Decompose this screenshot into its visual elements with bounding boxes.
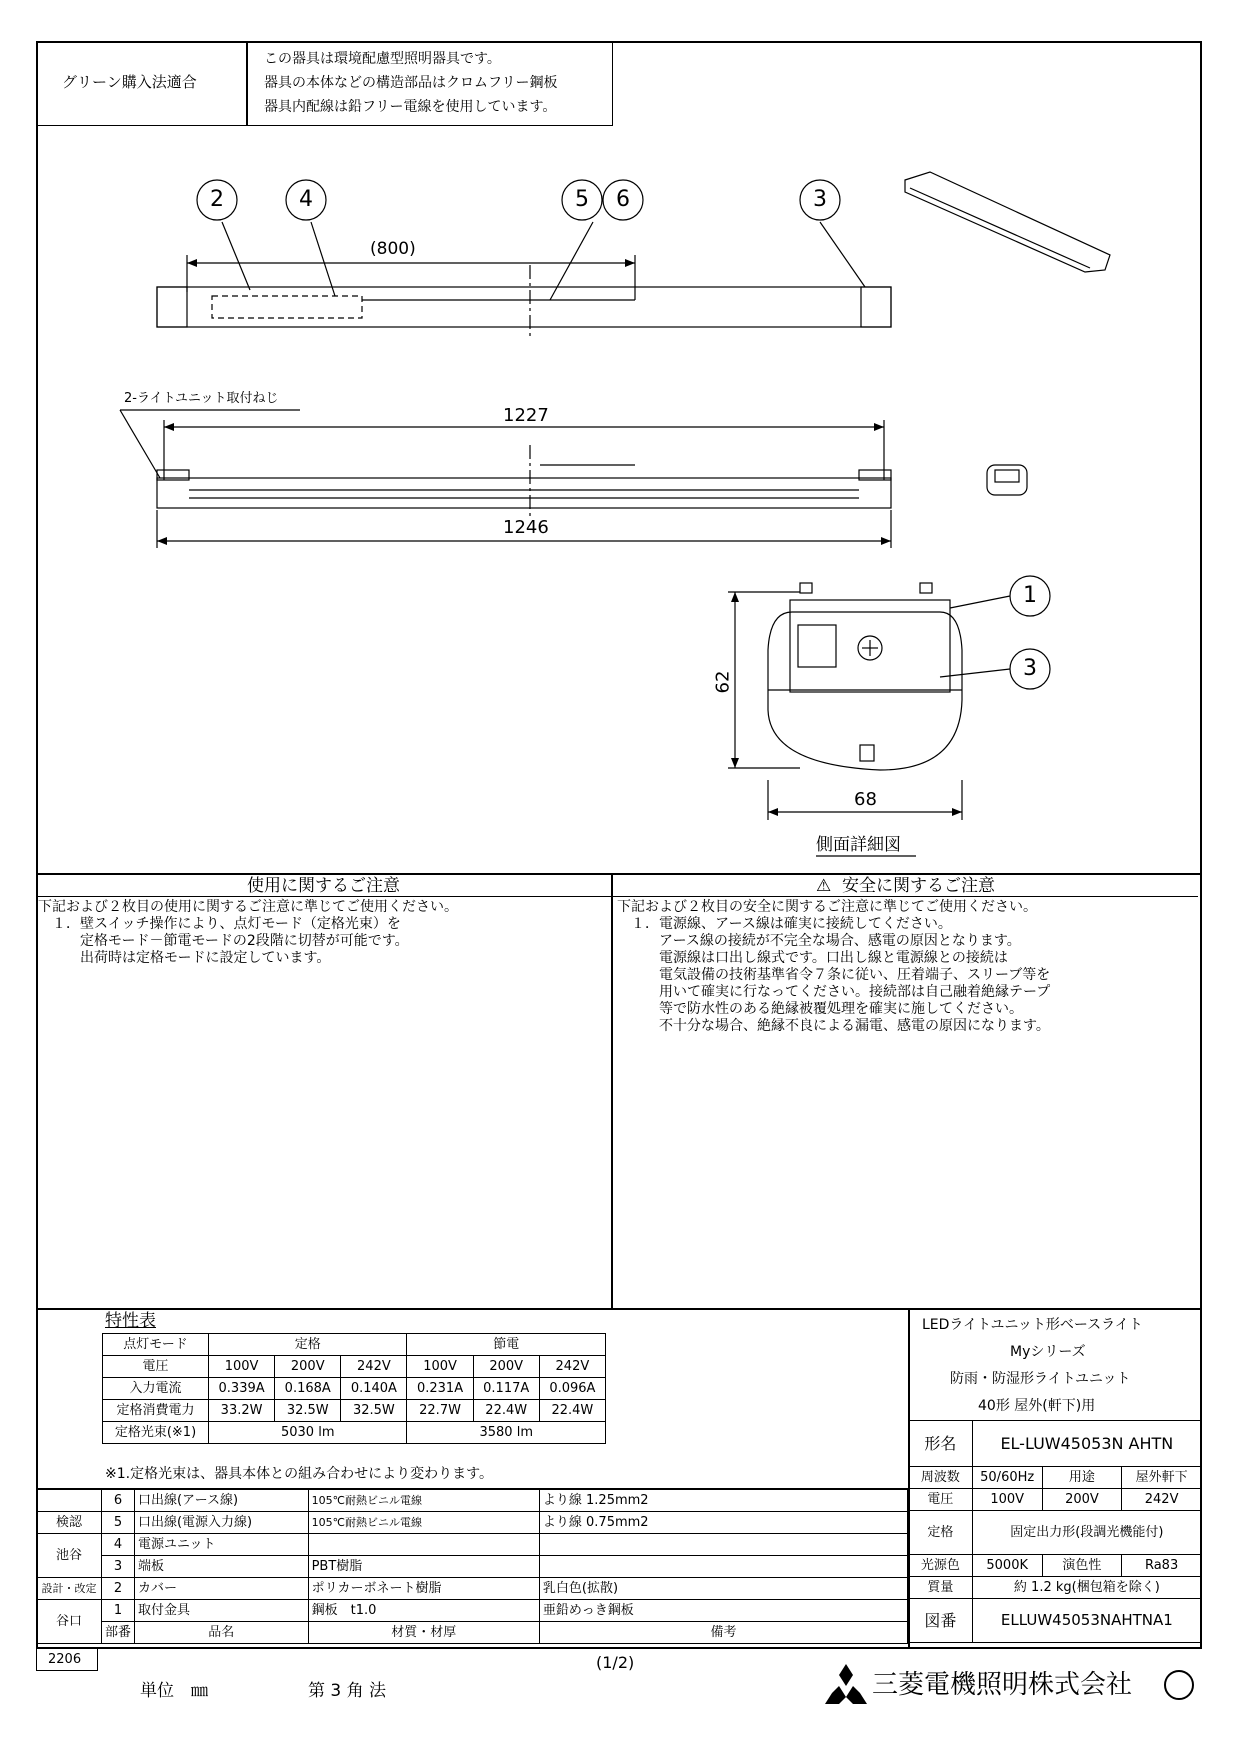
callout-2: 2 [210, 187, 224, 212]
divider [611, 875, 613, 1308]
cell: 33.2W [209, 1400, 275, 1422]
cell [308, 1534, 539, 1556]
cell: 0.096A [539, 1378, 605, 1400]
side-profile [768, 612, 962, 770]
cell: 3580 lm [407, 1422, 606, 1444]
row-label: 定格光束(※1) [103, 1422, 209, 1444]
cell: 固定出力形(段調光機能付) [972, 1511, 1201, 1555]
cell: 0.140A [341, 1378, 407, 1400]
cell: 口出線(電源入力線) [134, 1512, 308, 1534]
cell: 22.7W [407, 1400, 473, 1422]
callout-1: 1 [1023, 583, 1037, 608]
product-line: LEDライトユニット形ベースライト [922, 1317, 1143, 1333]
top-view-body [157, 287, 891, 327]
spec-table [102, 1333, 606, 1444]
dimension-800: (800) [370, 239, 416, 259]
callout-3: 3 [813, 187, 827, 212]
cell: 200V [1042, 1489, 1122, 1511]
cell: 6 [101, 1490, 134, 1512]
cell: 亜鉛めっき鋼板 [539, 1600, 907, 1622]
cell [539, 1534, 907, 1556]
cell: 約 1.2 kg(梱包箱を除く) [972, 1577, 1201, 1599]
table-row [103, 1356, 606, 1378]
cell: 32.5W [341, 1400, 407, 1422]
issue-code: 2206 [48, 1652, 82, 1667]
drawing-number: ELLUW45053NAHTNA1 [972, 1599, 1201, 1643]
callout-5: 5 [575, 187, 589, 212]
cell: 部番 [101, 1622, 134, 1644]
sign-label: 検認 [37, 1512, 102, 1534]
projection-label: 第 3 角 法 [308, 1681, 387, 1701]
cell: 2 [101, 1578, 134, 1600]
cell: 4 [101, 1534, 134, 1556]
green-line: 器具内配線は鉛フリー電線を使用しています。 [264, 99, 557, 115]
green-line: この器具は環境配慮型照明器具です。 [264, 51, 501, 67]
cell: 100V [972, 1489, 1042, 1511]
cell: 5 [101, 1512, 134, 1534]
circle-mark-icon [1164, 1670, 1194, 1700]
cell: 100V [407, 1356, 473, 1378]
cell: 3 [101, 1556, 134, 1578]
callout-3-side: 3 [1023, 656, 1037, 681]
notes-section [36, 873, 1202, 1310]
cell: 備考 [539, 1622, 907, 1644]
spec-title: 特性表 [105, 1311, 156, 1331]
cell: 105℃耐熱ビニル電線 [308, 1490, 539, 1512]
cell: 品名 [134, 1622, 308, 1644]
table-row [37, 1512, 908, 1534]
dimension-68: 68 [854, 789, 877, 810]
table-row [103, 1422, 606, 1444]
usage-body: 下記および２枚目の使用に関するご注意に準じてご使用ください。 １．壁スイッチ操作により、点灯モード（定格光束）を 定格モード－節電モードの2段階に切替が可能です。 出荷時は定格モードに設定しています。 [38, 899, 458, 966]
mitsubishi-logo-icon [823, 1664, 869, 1704]
cell: 端板 [134, 1556, 308, 1578]
cell: 光源色 [909, 1555, 973, 1577]
warning-icon: ⚠ [815, 876, 832, 896]
end-plate-right [861, 287, 891, 327]
cell: 22.4W [473, 1400, 539, 1422]
rated-header: 定格 [209, 1334, 407, 1356]
table-row [103, 1400, 606, 1422]
green-line: 器具の本体などの構造部品はクロムフリー鋼板 [264, 75, 558, 91]
cell: 242V [341, 1356, 407, 1378]
table-row [37, 1534, 908, 1556]
table-row [103, 1378, 606, 1400]
sign-name: 池谷 [37, 1534, 102, 1578]
table-row [37, 1600, 908, 1622]
cell: 取付金具 [134, 1600, 308, 1622]
safety-header [613, 875, 1198, 897]
cell: カバー [134, 1578, 308, 1600]
cell: 0.168A [275, 1378, 341, 1400]
dimension-62: 62 [712, 670, 734, 694]
cell: 5000K [972, 1555, 1042, 1577]
cell: 材質・材厚 [308, 1622, 539, 1644]
table-row [37, 1490, 908, 1512]
cell: PBT樹脂 [308, 1556, 539, 1578]
cell: ポリカーボネート樹脂 [308, 1578, 539, 1600]
technical-drawing [0, 0, 1240, 873]
cell: 演色性 [1042, 1555, 1122, 1577]
cell: 100V [209, 1356, 275, 1378]
parts-table [36, 1489, 908, 1644]
unit-label: 単位 ㎜ [140, 1681, 208, 1701]
cell: 電源ユニット [134, 1534, 308, 1556]
cell: 乳白色(拡散) [539, 1578, 907, 1600]
green-label: グリーン購入法適合 [62, 73, 197, 91]
cell: より線 1.25mm2 [539, 1490, 907, 1512]
cell: より線 0.75mm2 [539, 1512, 907, 1534]
cell: 50/60Hz [972, 1467, 1042, 1489]
page-number: (1/2) [596, 1653, 635, 1672]
cell: 用途 [1042, 1467, 1122, 1489]
cell: 5030 lm [209, 1422, 407, 1444]
usage-title: 使用に関するご注意 [36, 875, 611, 897]
product-line: 40形 屋外(軒下)用 [978, 1398, 1096, 1414]
cell: 電圧 [909, 1489, 973, 1511]
cell: 32.5W [275, 1400, 341, 1422]
table-row [37, 1556, 908, 1578]
model-number: EL-LUW45053N AHTN [972, 1421, 1201, 1467]
cell: 0.339A [209, 1378, 275, 1400]
cell: 図番 [909, 1599, 973, 1643]
end-plate-left [157, 287, 187, 327]
cell: 質量 [909, 1577, 973, 1599]
cell: Ra83 [1122, 1555, 1202, 1577]
mode-label: 点灯モード [103, 1334, 209, 1356]
product-line: 防雨・防湿形ライトユニット [950, 1371, 1131, 1387]
row-label: 入力電流 [103, 1378, 209, 1400]
model-label: 形名 [909, 1421, 973, 1467]
cell: 鋼板 t1.0 [308, 1600, 539, 1622]
safety-title: 安全に関するご注意 [842, 876, 996, 896]
sign-label: 設計・改定 [37, 1578, 102, 1600]
side-detail-title: 側面詳細図 [816, 835, 901, 855]
dimension-1227: 1227 [503, 405, 549, 426]
table-header [37, 1622, 908, 1644]
safety-body: 下記および２枚目の安全に関するご注意に準じてご使用ください。 １．電源線、アース線は確実に接続してください。 アース線の接続が不完全な場合、感電の原因となります。 電源線は口出し線式です。口出し線と電源線との接続は 電気設備の技術基準省令７条に従い、圧着端子、スリーブ等を 用いて確実に行なってください。接続部は自己融着絶縁テープ 等で防水性のある絶縁被覆処理を確実に施してください。 不十分な場合、絶縁不良による漏電、感電の原因になります。 [617, 899, 1051, 1034]
title-table [908, 1420, 1202, 1643]
sign-name: 谷口 [37, 1600, 102, 1644]
eco-header: 節電 [407, 1334, 606, 1356]
dimension-1246: 1246 [503, 517, 549, 538]
callout-4: 4 [299, 187, 313, 212]
power-unit-hidden [212, 296, 362, 318]
cell: 200V [473, 1356, 539, 1378]
cell: 242V [1122, 1489, 1202, 1511]
row-label: 定格消費電力 [103, 1400, 209, 1422]
screw-label: 2-ライトユニット取付ねじ [124, 391, 279, 406]
cell: 1 [101, 1600, 134, 1622]
cell: 0.117A [473, 1378, 539, 1400]
cell: 屋外軒下 [1122, 1467, 1202, 1489]
row-label: 電圧 [103, 1356, 209, 1378]
callout-6: 6 [616, 187, 630, 212]
cell: 0.231A [407, 1378, 473, 1400]
cell [539, 1556, 907, 1578]
cell: 周波数 [909, 1467, 973, 1489]
table-row [37, 1578, 908, 1600]
spec-note: ※1.定格光束は、器具本体との組み合わせにより変わります。 [105, 1466, 493, 1482]
cell: 242V [539, 1356, 605, 1378]
cell: 200V [275, 1356, 341, 1378]
product-line: Myシリーズ [1010, 1344, 1086, 1360]
cell: 22.4W [539, 1400, 605, 1422]
cell: 105℃耐熱ビニル電線 [308, 1512, 539, 1534]
company-name: 三菱電機照明株式会社 [872, 1670, 1133, 1700]
cell: 定格 [909, 1511, 973, 1555]
cell: 口出線(アース線) [134, 1490, 308, 1512]
